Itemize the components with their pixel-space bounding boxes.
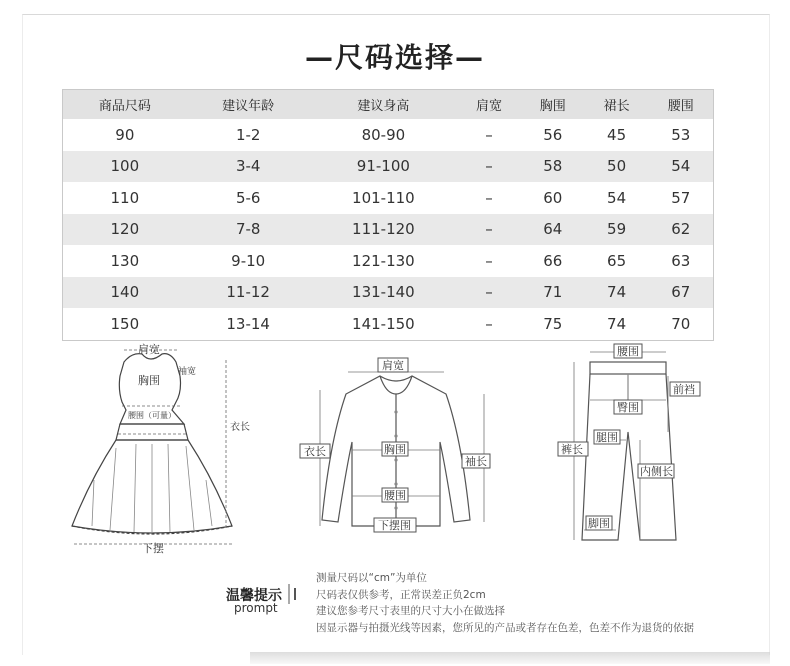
table-cell: 58 (521, 151, 585, 183)
table-cell: 65 (607, 251, 627, 270)
table-cell: 80-90 (361, 125, 406, 144)
dress-sleeve-label: 袖宽 (178, 367, 197, 377)
table-cell: 9-10 (231, 251, 266, 270)
table-cell: – (485, 251, 493, 270)
tips-subtitle: prompt (234, 601, 278, 615)
table-cell: – (457, 214, 521, 246)
table-cell: 66 (543, 251, 563, 270)
shirt-sleeve-label: 袖长 (465, 455, 487, 468)
table-cell: 13-14 (226, 314, 270, 333)
table-cell: 101-110 (352, 188, 415, 207)
shirt-shoulder-label: 肩宽 (382, 359, 404, 372)
table-cell: – (457, 151, 521, 183)
table-cell: 7-8 (187, 214, 310, 246)
table-cell: 54 (607, 188, 627, 207)
tips-list (316, 570, 694, 636)
col-skirt-length: 裙长 (585, 90, 649, 120)
table-cell: 121-130 (352, 251, 415, 270)
table-cell: – (457, 277, 521, 309)
col-size: 商品尺码 (63, 90, 187, 120)
pants-hip-label: 臀围 (617, 401, 639, 414)
table-cell: – (485, 125, 493, 144)
table-cell: 63 (671, 251, 691, 270)
shirt-waist-label: 腰围 (384, 489, 406, 502)
col-waist: 腰围 (648, 90, 713, 120)
table-cell: 56 (543, 125, 563, 144)
table-cell: 71 (521, 277, 585, 309)
pants-diagram (556, 340, 716, 550)
table-cell: 74 (585, 277, 649, 309)
dress-diagram (66, 340, 266, 555)
table-cell: 131-140 (310, 277, 457, 309)
dress-waist-label: 腰围（可量） (128, 411, 176, 420)
size-table (62, 89, 714, 341)
table-cell: 3-4 (187, 151, 310, 183)
page-title: —尺码选择— (304, 41, 485, 74)
table-cell: 45 (607, 125, 627, 144)
pants-thigh-label: 腿围 (596, 431, 618, 444)
table-cell: 75 (543, 314, 563, 333)
table-cell: 120 (63, 214, 187, 246)
shirt-length-label: 衣长 (304, 445, 326, 458)
tip-line: 尺码表仅供参考，正常误差正负2cm (316, 588, 486, 601)
shirt-diagram (294, 350, 504, 540)
pants-leg-opening-label: 脚围 (588, 517, 610, 530)
table-row (63, 245, 714, 277)
table-cell: 150 (110, 314, 140, 333)
table-cell: 5-6 (235, 188, 261, 207)
bottom-shadow (250, 652, 770, 664)
col-height: 建议身高 (310, 90, 457, 120)
table-cell: 140 (63, 277, 187, 309)
table-row (63, 214, 714, 246)
dress-hem-label: 下摆 (142, 542, 164, 555)
tip-line: 建议您参考尺寸表里的尺寸大小在做选择 (316, 605, 505, 617)
table-cell: 1-2 (235, 125, 261, 144)
table-row (63, 277, 714, 309)
table-cell: 60 (543, 188, 563, 207)
table-row (63, 151, 714, 183)
table-cell: 70 (671, 314, 691, 333)
table-header-row (63, 90, 714, 120)
table-cell: 110 (110, 188, 140, 207)
col-shoulder: 肩宽 (457, 90, 521, 120)
table-cell: 130 (110, 251, 140, 270)
tips-title: 温馨提示 (226, 588, 282, 604)
tip-line: 测量尺码以“cm”为单位 (316, 572, 427, 584)
table-cell: 90 (115, 125, 135, 144)
table-cell: 64 (521, 214, 585, 246)
table-row (63, 119, 714, 151)
table-cell: 141-150 (352, 314, 415, 333)
col-chest: 胸围 (521, 90, 585, 120)
table-cell: 91-100 (310, 151, 457, 183)
table-cell: 74 (607, 314, 627, 333)
pants-length-label: 裤长 (561, 443, 583, 456)
table-cell: 57 (671, 188, 691, 207)
table-cell: – (485, 314, 493, 333)
dress-shoulder-label: 肩宽 (138, 343, 160, 356)
pants-inseam-label: 内侧长 (640, 465, 673, 478)
pants-waist-label: 腰围 (617, 345, 639, 358)
tip-line: 因显示器与拍摄光线等因素，您所见的产品或者存在色差，色差不作为退货的依据 (316, 621, 694, 634)
table-cell: 50 (585, 151, 649, 183)
table-cell: 111-120 (310, 214, 457, 246)
dress-chest-label: 胸围 (138, 374, 160, 387)
tips-divider-icon (286, 584, 300, 604)
table-cell: 67 (648, 277, 713, 309)
table-cell: 11-12 (187, 277, 310, 309)
table-row (63, 182, 714, 214)
table-cell: – (485, 188, 493, 207)
table-cell: 100 (63, 151, 187, 183)
table-row (63, 308, 714, 340)
shirt-hem-label: 下摆围 (378, 519, 411, 532)
table-cell: 62 (648, 214, 713, 246)
dress-length-label: 衣长 (230, 422, 250, 433)
table-cell: 54 (648, 151, 713, 183)
shirt-chest-label: 胸围 (384, 443, 406, 456)
table-cell: 59 (585, 214, 649, 246)
table-cell: 53 (671, 125, 691, 144)
col-age: 建议年龄 (187, 90, 310, 120)
pants-front-rise-label: 前裆 (673, 383, 695, 396)
